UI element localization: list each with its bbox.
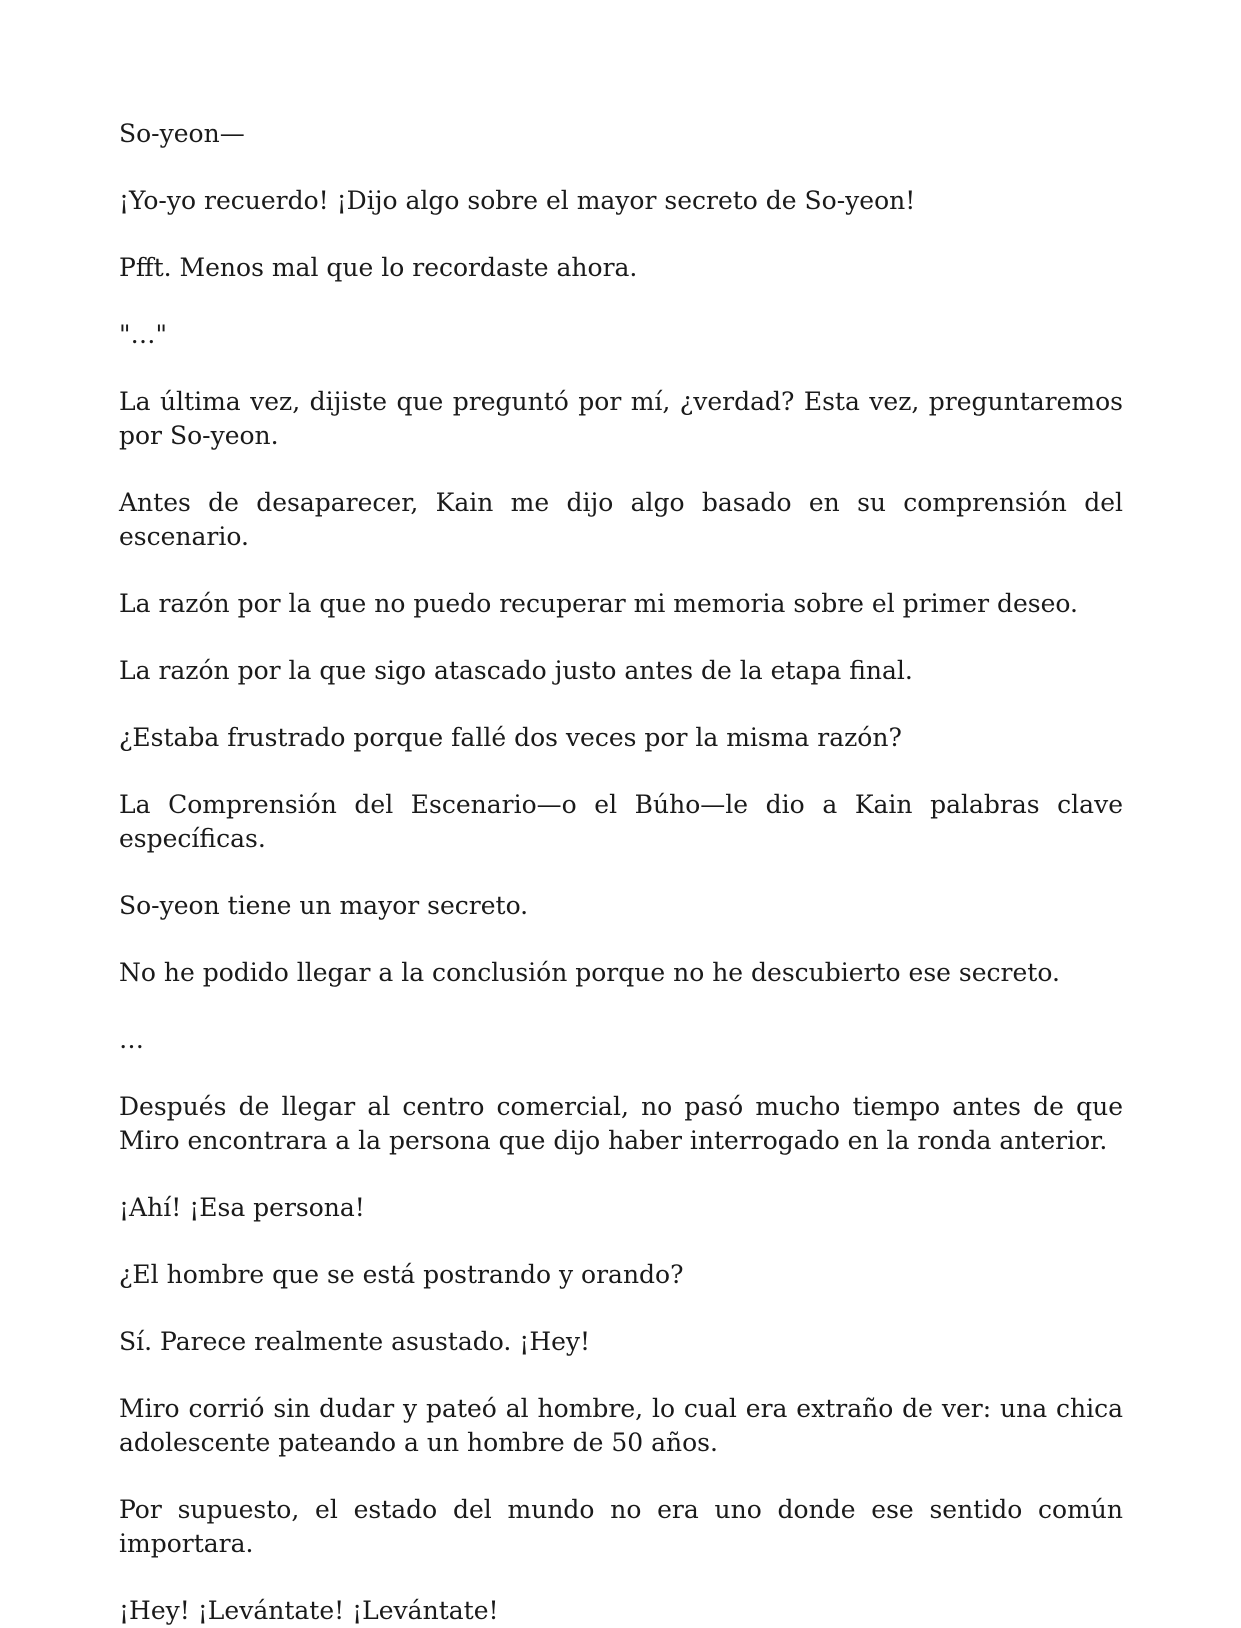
paragraph: … [119,1025,144,1054]
paragraph: ¡Hey! ¡Levántate! ¡Levántate! [119,1596,499,1625]
paragraph: ¿Estaba frustrado porque fallé dos veces por la misma razón? [119,723,902,752]
paragraph: Después de llegar al centro comercial, no pasó mucho tiempo antes de que Miro encontrara a la persona que dijo haber interrogado en la ronda anterior. [119,1092,1123,1155]
paragraph: Miro corrió sin dudar y pateó al hombre, lo cual era extraño de ver: una chica adolescente pateando a un hombre de 50 años. [119,1394,1123,1457]
paragraph: So-yeon tiene un mayor secreto. [119,891,529,920]
paragraph: La última vez, dijiste que preguntó por mí, ¿verdad? Esta vez, preguntaremos por So-yeon. [119,387,1123,450]
paragraph: ¿El hombre que se está postrando y orando? [119,1260,684,1289]
paragraph: No he podido llegar a la conclusión porque no he descubierto ese secreto. [119,958,1060,987]
paragraph: "…" [119,320,167,349]
paragraph: Pfft. Menos mal que lo recordaste ahora. [119,253,638,282]
document-body [119,117,1123,1628]
paragraph: So-yeon— [119,119,245,148]
paragraph: Sí. Parece realmente asustado. ¡Hey! [119,1327,591,1356]
paragraph: ¡Yo-yo recuerdo! ¡Dijo algo sobre el mayor secreto de So-yeon! [119,186,916,215]
paragraph: Antes de desaparecer, Kain me dijo algo basado en su comprensión del escenario. [119,488,1123,551]
paragraph: La Comprensión del Escenario—o el Búho—le dio a Kain palabras clave específicas. [119,790,1123,853]
paragraph: La razón por la que no puedo recuperar mi memoria sobre el primer deseo. [119,589,1078,618]
paragraph: ¡Ahí! ¡Esa persona! [119,1193,365,1222]
paragraph: La razón por la que sigo atascado justo antes de la etapa final. [119,656,913,685]
paragraph: Por supuesto, el estado del mundo no era uno donde ese sentido común importara. [119,1495,1123,1558]
